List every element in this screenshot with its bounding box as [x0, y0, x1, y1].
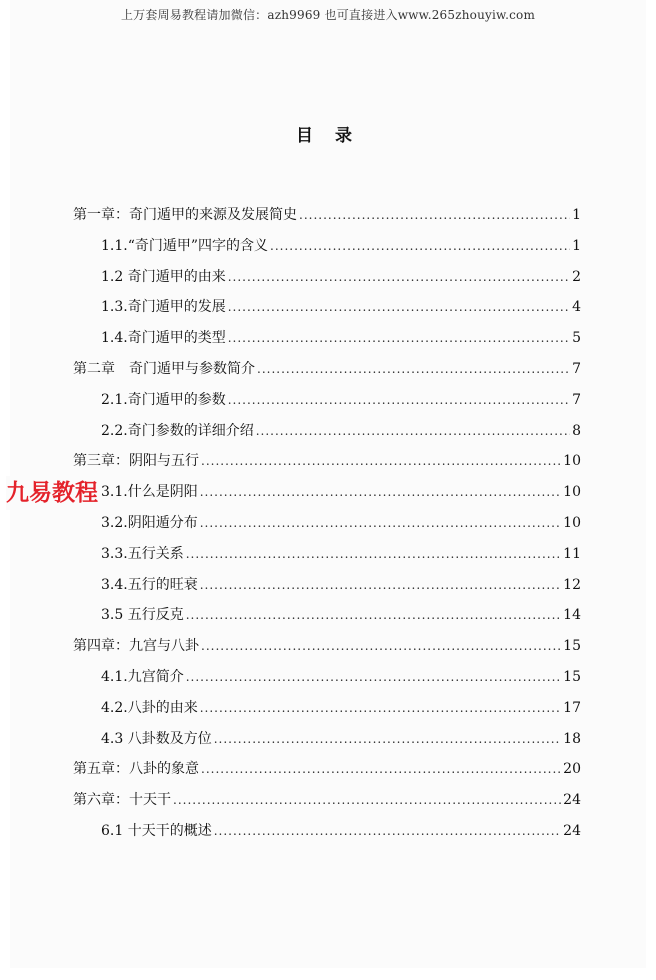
toc-chapter-entry[interactable]: [73, 754, 581, 785]
toc-section-entry[interactable]: [73, 816, 581, 847]
toc-page-number: 14: [563, 607, 581, 624]
toc-entry-label: 1.4.奇门遁甲的类型: [101, 330, 226, 347]
toc-entry-label: 4.1.九宫简介: [101, 668, 184, 685]
toc-entry-label: 3.3.五行关系: [101, 545, 184, 562]
toc-entry-label: 1.1.“奇门遁甲”四字的含义: [101, 237, 269, 254]
toc-dot-leader: [173, 785, 561, 816]
toc-entry-label: 第五章：八卦的象意: [73, 761, 199, 778]
toc-section-entry[interactable]: [73, 292, 581, 323]
toc-dot-leader: [201, 631, 561, 662]
toc-entry-label: 3.1.什么是阴阳: [101, 484, 198, 501]
toc-entry-label: 2.2.奇门参数的详细介绍: [101, 422, 254, 439]
toc-page-number: 15: [563, 638, 581, 655]
toc-page-number: 24: [563, 792, 581, 809]
toc-chapter-entry[interactable]: [73, 200, 581, 231]
toc-dot-leader: [228, 385, 570, 416]
toc-page-number: 12: [563, 576, 581, 593]
toc-dot-leader: [270, 231, 570, 262]
toc-page-number: 10: [563, 484, 581, 501]
toc-dot-leader: [200, 477, 561, 508]
toc-page-number: 2: [572, 268, 581, 285]
toc-dot-leader: [201, 446, 561, 477]
toc-section-entry[interactable]: [73, 539, 581, 570]
toc-section-entry[interactable]: [73, 385, 581, 416]
toc-page-number: 18: [563, 730, 581, 747]
toc-entry-label: 4.3 八卦数及方位: [101, 730, 212, 747]
toc-chapter-entry[interactable]: [73, 631, 581, 662]
toc-section-entry[interactable]: [73, 600, 581, 631]
toc-entry-label: 1.3.奇门遁甲的发展: [101, 299, 226, 316]
toc-entry-label: 3.4.五行的旺衰: [101, 576, 198, 593]
toc-dot-leader: [256, 416, 570, 447]
toc-page-number: 17: [563, 699, 581, 716]
toc-section-entry[interactable]: [73, 693, 581, 724]
toc-dot-leader: [186, 662, 561, 693]
toc-dot-leader: [214, 816, 561, 847]
toc-chapter-entry[interactable]: [73, 785, 581, 816]
toc-page-number: 1: [572, 237, 581, 254]
toc-chapter-entry[interactable]: [73, 446, 581, 477]
header-note: 上万套周易教程请加微信：azh9969 也可直接进入www.265zhouyiw.com: [120, 8, 536, 22]
toc-entry-label: 2.1.奇门遁甲的参数: [101, 391, 226, 408]
toc-page-number: 10: [563, 514, 581, 531]
toc-section-entry[interactable]: [73, 662, 581, 693]
toc-section-entry[interactable]: [73, 416, 581, 447]
toc-dot-leader: [201, 754, 561, 785]
toc-page-number: 20: [563, 761, 581, 778]
toc-entry-label: 第四章：九宫与八卦: [73, 638, 199, 655]
toc-entry-label: 3.2.阴阳遁分布: [101, 514, 198, 531]
toc-dot-leader: [228, 262, 570, 293]
toc-section-entry[interactable]: [73, 477, 581, 508]
table-of-contents: [73, 200, 581, 847]
toc-section-entry[interactable]: [73, 262, 581, 293]
toc-section-entry[interactable]: [73, 231, 581, 262]
toc-page-number: 8: [572, 422, 581, 439]
toc-dot-leader: [228, 323, 570, 354]
toc-section-entry[interactable]: [73, 323, 581, 354]
toc-page-number: 7: [572, 360, 581, 377]
toc-entry-label: 第三章：阴阳与五行: [73, 453, 199, 470]
toc-entry-label: 第二章 奇门遁甲与参数简介: [73, 360, 255, 377]
toc-entry-label: 4.2.八卦的由来: [101, 699, 198, 716]
toc-entry-label: 3.5 五行反克: [101, 607, 184, 624]
toc-page-number: 1: [572, 207, 581, 223]
toc-page-number: 5: [572, 330, 581, 347]
toc-entry-label: 第六章：十天干: [73, 792, 171, 809]
toc-dot-leader: [186, 600, 561, 631]
toc-page-number: 11: [563, 545, 581, 562]
toc-dot-leader: [299, 200, 570, 231]
toc-dot-leader: [257, 354, 570, 385]
toc-dot-leader: [186, 539, 561, 570]
toc-dot-leader: [200, 570, 561, 601]
toc-dot-leader: [214, 724, 561, 755]
toc-page-number: 4: [572, 299, 581, 316]
toc-dot-leader: [200, 508, 561, 539]
toc-entry-label: 1.2 奇门遁甲的由来: [101, 268, 226, 285]
toc-entry-label: 第一章：奇门遁甲的来源及发展简史: [73, 207, 297, 223]
toc-page-number: 15: [563, 668, 581, 685]
toc-section-entry[interactable]: [73, 570, 581, 601]
toc-page-number: 24: [563, 822, 581, 839]
watermark-logo: 九易教程: [6, 476, 100, 510]
toc-dot-leader: [228, 292, 570, 323]
page-title: 目 录: [296, 126, 360, 146]
toc-page-number: 10: [563, 453, 581, 470]
toc-section-entry[interactable]: [73, 724, 581, 755]
toc-chapter-entry[interactable]: [73, 354, 581, 385]
toc-entry-label: 6.1 十天干的概述: [101, 822, 212, 839]
toc-section-entry[interactable]: [73, 508, 581, 539]
toc-dot-leader: [200, 693, 561, 724]
toc-page-number: 7: [572, 391, 581, 408]
